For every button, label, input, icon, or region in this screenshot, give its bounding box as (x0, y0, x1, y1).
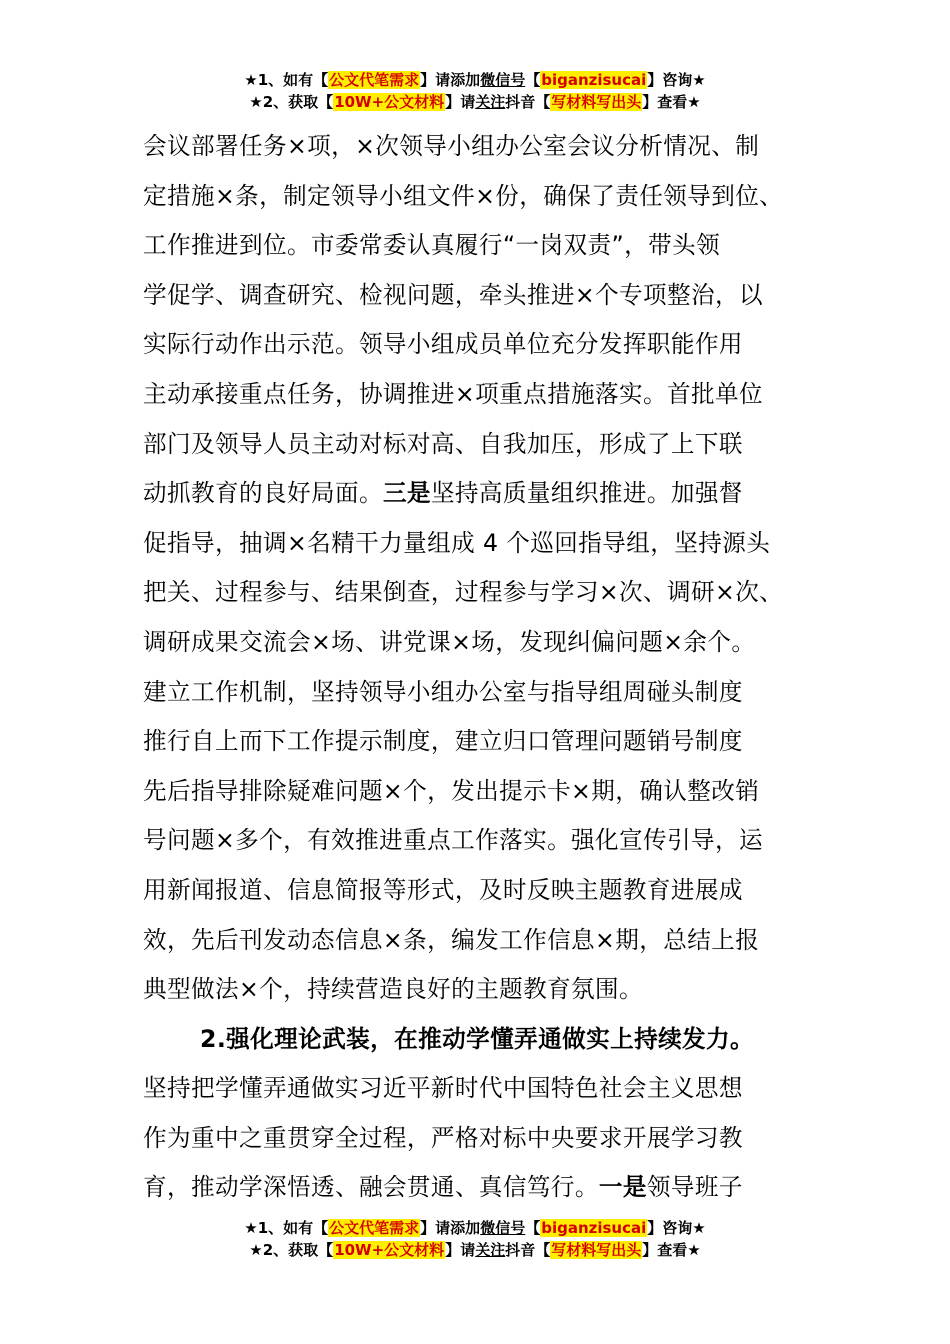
banner-highlight: 10W+公文材料 (334, 1241, 445, 1259)
footer-banner (0, 1218, 950, 1262)
text-line: 学促学、调查研究、检视问题，牵头推进×个专项整治，以 (143, 280, 764, 309)
section-heading: 2.强化理论武装，在推动学懂弄通做实上持续发力。 (200, 1024, 755, 1053)
banner-underlined-text: 关注 (475, 1241, 506, 1259)
text-line (143, 469, 823, 519)
text-line: 作为重中之重贯穿全过程，严格对标中央要求开展学习教 (143, 1123, 743, 1152)
document-body (143, 122, 823, 1213)
bold-marker: 一是 (598, 1173, 647, 1202)
banner-text: ★1、如有【 (244, 1219, 329, 1237)
banner-text: 【 (525, 71, 541, 89)
banner-highlight: 写材料写出头 (551, 1241, 642, 1259)
banner-highlight: 10W+公文材料 (334, 93, 445, 111)
header-banner (0, 70, 950, 114)
banner-text: 】查看★ (642, 1241, 701, 1259)
banner-underlined-text: 关注 (475, 93, 506, 111)
banner-highlight: 公文代笔需求 (329, 71, 420, 89)
text-line: 会议部署任务×项，×次领导小组办公室会议分析情况、制 (143, 132, 760, 160)
banner-text: 】咨询★ (647, 71, 706, 89)
text-line: 促指导，抽调×名精干力量组成 4 个巡回指导组，坚持源头 (143, 528, 771, 557)
text-line: 部门及领导人员主动对标对高、自我加压，形成了上下联 (143, 429, 743, 458)
banner-text: 】请添加 (420, 71, 481, 89)
text-line: 先后指导排除疑难问题×个，发出提示卡×期，确认整改销 (143, 776, 760, 805)
banner-underlined-text: 微信号 (480, 71, 526, 89)
bold-marker: 三是 (382, 479, 431, 508)
banner-text: 抖音【 (505, 93, 551, 111)
banner-text: 【 (525, 1219, 541, 1237)
text-line: 工作推进到位。市委常委认真履行“一岗双责”，带头领 (143, 231, 721, 260)
banner-text: ★2、获取【 (249, 93, 334, 111)
text-line (143, 1163, 823, 1213)
banner-text: 】请添加 (420, 1219, 481, 1237)
text-line: 坚持把学懂弄通做实习近平新时代中国特色社会主义思想 (143, 1074, 743, 1103)
text-line: 效，先后刊发动态信息×条，编发工作信息×期，总结上报 (143, 925, 760, 954)
text-line: 建立工作机制，坚持领导小组办公室与指导组周碰头制度 (143, 677, 743, 706)
text-line: 主动承接重点任务，协调推进×项重点措施落实。首批单位 (143, 379, 764, 408)
text-line: 把关、过程参与、结果倒查，过程参与学习×次、调研×次、 (143, 578, 784, 607)
banner-line-1 (0, 70, 950, 92)
banner-text: 抖音【 (505, 1241, 551, 1259)
banner-highlight: biganzisucai (541, 71, 647, 89)
text-line: 调研成果交流会×场、讲党课×场，发现纠偏问题×余个。 (143, 627, 756, 656)
banner-text: 】咨询★ (647, 1219, 706, 1237)
banner-text: ★2、获取【 (249, 1241, 334, 1259)
banner-line-1 (0, 1218, 950, 1240)
text-line: 用新闻报道、信息简报等形式，及时反映主题教育进展成 (143, 875, 743, 904)
text-line: 号问题×多个，有效推进重点工作落实。强化宣传引导，运 (143, 826, 764, 855)
text-span: 育，推动学深悟透、融会贯通、真信笃行。 (143, 1173, 599, 1202)
banner-underlined-text: 微信号 (480, 1219, 526, 1237)
banner-text: ★1、如有【 (244, 71, 329, 89)
text-line: 定措施×条，制定领导小组文件×份，确保了责任领导到位、 (143, 181, 784, 210)
text-line: 典型做法×个，持续营造良好的主题教育氛围。 (143, 975, 644, 1004)
text-line: 推行自上而下工作提示制度，建立归口管理问题销号制度 (143, 727, 743, 756)
banner-highlight: 写材料写出头 (551, 93, 642, 111)
text-span: 动抓教育的良好局面。 (143, 479, 383, 508)
text-line: 实际行动作出示范。领导小组成员单位充分发挥职能作用 (143, 330, 743, 359)
text-span: 坚持高质量组织推进。加强督 (430, 479, 743, 508)
banner-text: 】请 (445, 93, 476, 111)
banner-text: 】查看★ (642, 93, 701, 111)
banner-highlight: biganzisucai (541, 1219, 647, 1237)
banner-text: 】请 (445, 1241, 476, 1259)
banner-line-2 (0, 1240, 950, 1262)
banner-line-2 (0, 92, 950, 114)
banner-highlight: 公文代笔需求 (329, 1219, 420, 1237)
text-span: 领导班子 (646, 1173, 743, 1202)
